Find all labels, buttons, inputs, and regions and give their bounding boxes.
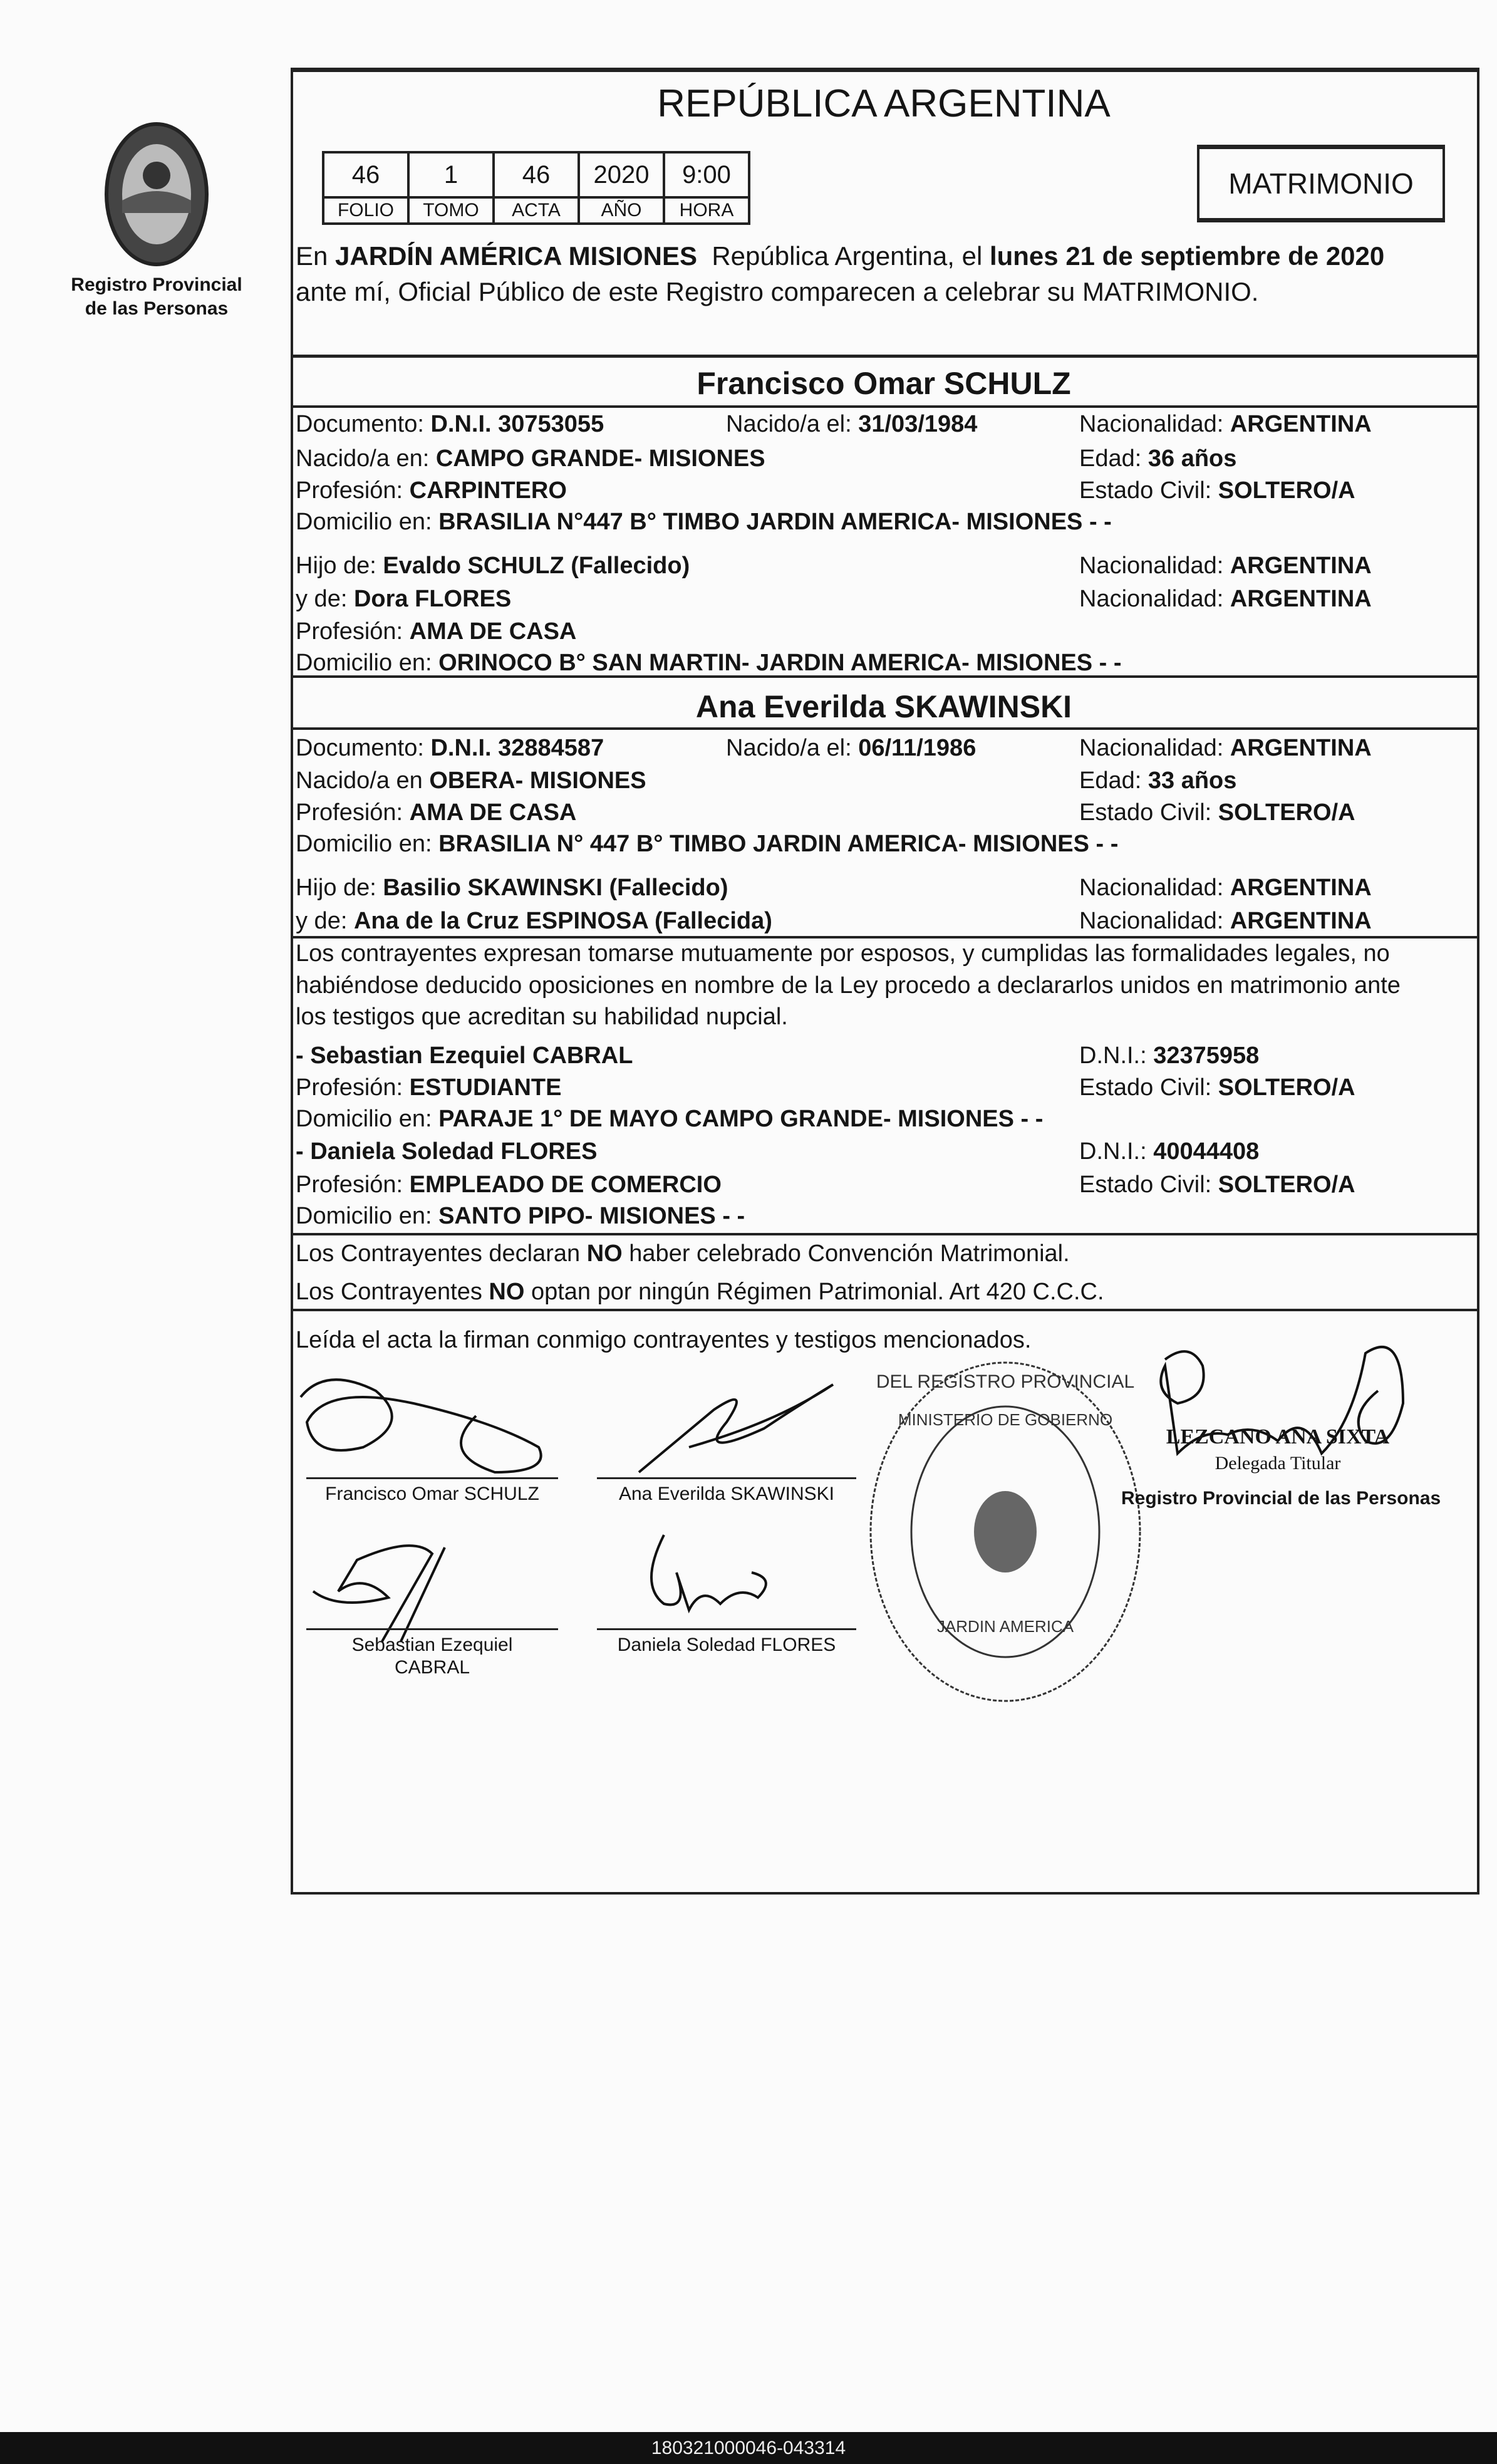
document-code-bar: 180321000046-043314 <box>0 2432 1497 2464</box>
logo-caption-2: de las Personas <box>85 298 229 319</box>
hora-value: 9:00 <box>664 152 749 197</box>
spouse1-row-3: Profesión: CARPINTERO Estado Civil: SOLTERO/A <box>296 477 1355 504</box>
anio-label: AÑO <box>579 197 664 224</box>
spouse2-name: Ana Everilda SKAWINSKI <box>695 689 1072 724</box>
witness2-row-2: Profesión: EMPLEADO DE COMERCIO Estado Civil: SOLTERO/A <box>296 1172 1355 1198</box>
spouse1-row-6: y de: Dora FLORES Nacionalidad: ARGENTINA <box>296 586 1372 612</box>
witness1-row-1: - Sebastian Ezequiel CABRAL D.N.I.: 32375958 <box>296 1042 1260 1069</box>
spouse2-row-1: Documento: D.N.I. 32884587 Nacido/a el: 06/11/1986 Nacionalidad: ARGENTINA <box>296 735 1372 761</box>
official-name: LEZCANO ANA SIXTA <box>1166 1425 1390 1448</box>
spouse2-row-2: Nacido/a en OBERA- MISIONES Edad: 33 años <box>296 767 1237 794</box>
spouse2-row-3: Profesión: AMA DE CASA Estado Civil: SOLTERO/A <box>296 799 1355 826</box>
convention-line-2: Los Contrayentes NO optan por ningún Régimen Patrimonial. Art 420 C.C.C. <box>296 1279 1104 1305</box>
spouse1-row-8: Domicilio en: ORINOCO B° SAN MARTIN- JARDIN AMERICA- MISIONES - - <box>296 650 1122 676</box>
spouse1-name: Francisco Omar SCHULZ <box>697 366 1071 401</box>
spouse2-row-4: Domicilio en: BRASILIA N° 447 B° TIMBO JARDIN AMERICA- MISIONES - - <box>296 831 1119 857</box>
declaration-line-2: habiéndose deducido oposiciones en nombre de la Ley procedo a declararlos unidos en matrimonio ante <box>296 972 1401 999</box>
intro-line-1: En JARDÍN AMÉRICA MISIONES República Argentina, el lunes 21 de septiembre de 2020 <box>296 241 1385 271</box>
spouse1-row-1: Documento: D.N.I. 30753055 Nacido/a el: 31/03/1984 Nacionalidad: ARGENTINA <box>296 411 1372 437</box>
declaration-line-1: Los contrayentes expresan tomarse mutuamente por esposos, y cumplidas las formalidades legales, no <box>296 940 1390 967</box>
spouse2-row-5: Hijo de: Basilio SKAWINSKI (Fallecido) Nacionalidad: ARGENTINA <box>296 875 1372 901</box>
official-title: Delegada Titular <box>1215 1453 1341 1474</box>
tomo-value: 1 <box>408 152 494 197</box>
signature-label-witness2: Daniela Soledad FLORES <box>617 1635 836 1655</box>
witness1-row-2: Profesión: ESTUDIANTE Estado Civil: SOLTERO/A <box>296 1074 1355 1101</box>
witness1-row-3: Domicilio en: PARAJE 1° DE MAYO CAMPO GRANDE- MISIONES - - <box>296 1106 1044 1132</box>
official-stamp-icon <box>864 1356 1146 1707</box>
svg-text:MINISTERIO DE GOBIERNO: MINISTERIO DE GOBIERNO <box>898 1410 1113 1429</box>
page-title: REPÚBLICA ARGENTINA <box>657 82 1111 125</box>
spouse1-row-4: Domicilio en: BRASILIA N°447 B° TIMBO JARDIN AMERICA- MISIONES - - <box>296 509 1112 535</box>
official-office: Registro Provincial de las Personas <box>1121 1488 1441 1509</box>
intro-line-2: ante mí, Oficial Público de este Registro comparecen a celebrar su MATRIMONIO. <box>296 277 1259 306</box>
spouse1-row-7: Profesión: AMA DE CASA <box>296 618 577 645</box>
convention-line-1: Los Contrayentes declaran NO haber celebrado Convención Matrimonial. <box>296 1240 1070 1267</box>
act-type-box: MATRIMONIO <box>1197 145 1445 222</box>
record-table <box>322 151 750 225</box>
folio-label: FOLIO <box>323 197 408 224</box>
official-block <box>1127 1425 1428 1474</box>
signature-label-spouse2: Ana Everilda SKAWINSKI <box>618 1484 835 1504</box>
declaration-line-3: los testigos que acreditan su habilidad nupcial. <box>296 1004 788 1030</box>
spouse1-row-2: Nacido/a en: CAMPO GRANDE- MISIONES Edad: 36 años <box>296 445 1237 472</box>
folio-value: 46 <box>323 152 408 197</box>
logo-caption-1: Registro Provincial <box>71 274 242 295</box>
signature-label-witness1: Sebastian Ezequiel CABRAL <box>351 1635 513 1678</box>
acta-label: ACTA <box>494 197 579 224</box>
anio-value: 2020 <box>579 152 664 197</box>
acta-value: 46 <box>494 152 579 197</box>
tomo-label: TOMO <box>408 197 494 224</box>
hora-label: HORA <box>664 197 749 224</box>
spouse2-row-6: y de: Ana de la Cruz ESPINOSA (Fallecida) Nacionalidad: ARGENTINA <box>296 908 1372 934</box>
witness2-row-1: - Daniela Soledad FLORES D.N.I.: 40044408 <box>296 1138 1260 1165</box>
witness2-row-3: Domicilio en: SANTO PIPO- MISIONES - - <box>296 1203 745 1229</box>
spouse1-row-5: Hijo de: Evaldo SCHULZ (Fallecido) Nacionalidad: ARGENTINA <box>296 553 1372 579</box>
signature-label-spouse1: Francisco Omar SCHULZ <box>325 1484 539 1504</box>
closing-text: Leída el acta la firman conmigo contrayentes y testigos mencionados. <box>296 1327 1032 1353</box>
svg-text:DEL REGISTRO PROVINCIAL: DEL REGISTRO PROVINCIAL <box>876 1371 1135 1392</box>
svg-text:JARDIN AMERICA: JARDIN AMERICA <box>936 1617 1074 1636</box>
